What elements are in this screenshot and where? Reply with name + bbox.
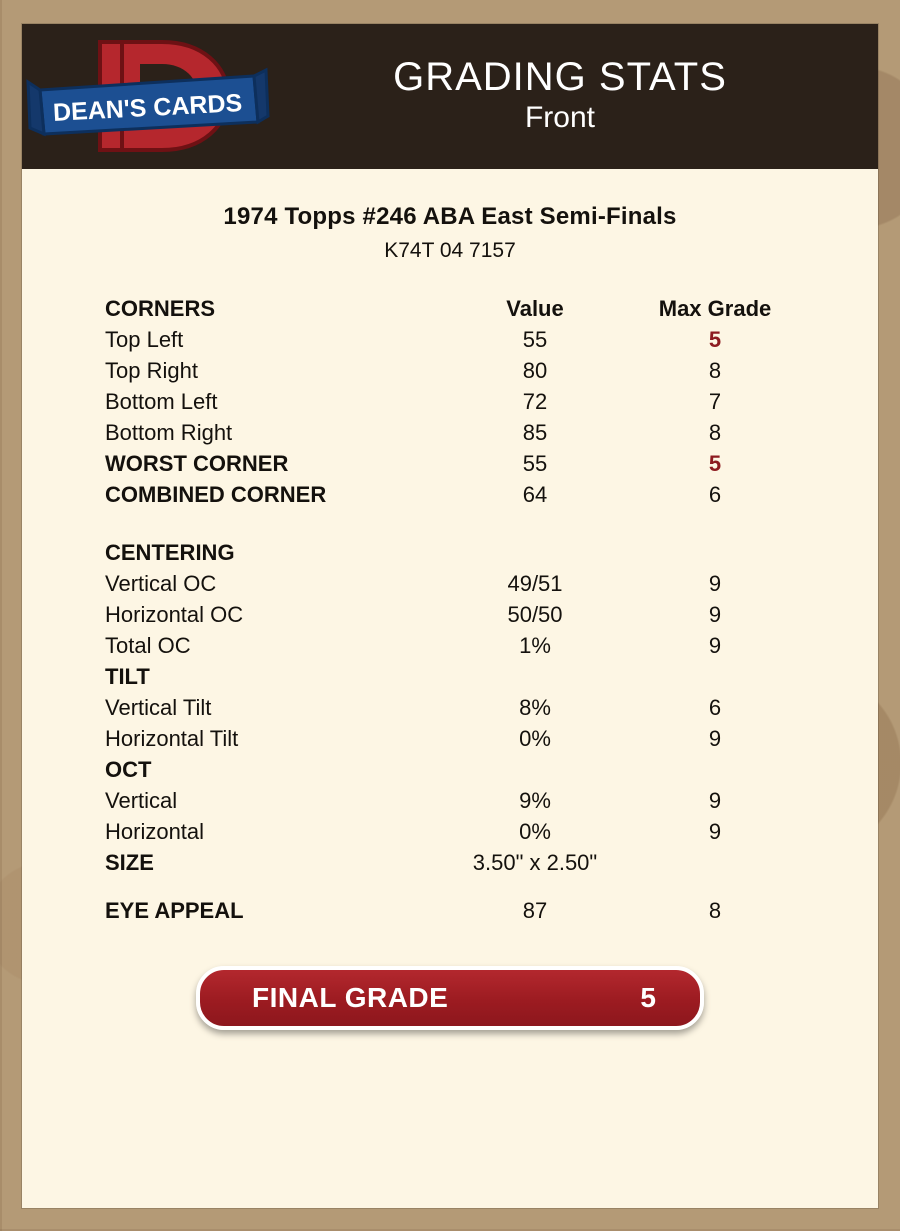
- final-grade-banner: [196, 966, 704, 1030]
- row-max-grade: [635, 537, 795, 568]
- svg-text:DEAN'S CARDS: DEAN'S CARDS: [52, 89, 243, 127]
- table-row: [105, 568, 795, 599]
- table-row: [105, 479, 795, 510]
- row-max-grade: 5: [708, 450, 722, 476]
- table-row: [105, 386, 795, 417]
- table-row: [105, 816, 795, 847]
- row-value: 87: [522, 897, 548, 923]
- row-max-grade: 9: [708, 601, 722, 627]
- table-row: [105, 599, 795, 630]
- table-row: [105, 355, 795, 386]
- row-label: EYE APPEAL: [105, 897, 244, 923]
- table-row: [105, 692, 795, 723]
- table-row: [105, 754, 795, 785]
- table-spacer: [105, 510, 795, 537]
- page-title: GRADING STATS: [393, 55, 727, 99]
- final-grade-label: FINAL GRADE: [252, 982, 449, 1013]
- row-value: 1%: [519, 632, 551, 658]
- row-label: Vertical: [105, 787, 178, 813]
- header-title-block: [272, 56, 878, 137]
- row-value: [435, 661, 635, 692]
- row-value: 3.50" x 2.50": [472, 849, 598, 875]
- row-max-grade: 9: [708, 570, 722, 596]
- final-grade-bar: [196, 966, 704, 1030]
- table-spacer: [105, 878, 795, 895]
- table-row: [105, 537, 795, 568]
- row-label: OCT: [105, 756, 152, 782]
- grading-report-sheet: [22, 24, 878, 1208]
- row-value: 0%: [519, 725, 551, 751]
- row-label: Horizontal OC: [105, 601, 244, 627]
- table-row: [105, 630, 795, 661]
- page-subtitle: Front: [524, 101, 596, 134]
- table-row: [105, 895, 795, 926]
- table-row: [105, 661, 795, 692]
- row-max-grade: 9: [708, 632, 722, 658]
- final-grade-value: 5: [640, 982, 656, 1013]
- row-label: TILT: [105, 663, 150, 689]
- row-max-grade: 5: [708, 326, 722, 352]
- row-value: 80: [522, 357, 548, 383]
- table-row: [105, 448, 795, 479]
- row-label: WORST CORNER: [105, 450, 289, 476]
- row-value: 9%: [519, 787, 551, 813]
- row-value: 55: [522, 326, 548, 352]
- row-label: Total OC: [105, 632, 191, 658]
- row-label: SIZE: [105, 849, 154, 875]
- report-body: [22, 169, 878, 1030]
- row-max-grade: 8: [708, 419, 722, 445]
- report-header: [22, 24, 878, 169]
- card-description: 1974 Topps #246 ABA East Semi-Finals: [223, 203, 677, 230]
- row-max-grade: 9: [708, 818, 722, 844]
- card-serial-number: K74T 04 7157: [384, 239, 516, 262]
- row-value: 0%: [519, 818, 551, 844]
- row-value: 8%: [519, 694, 551, 720]
- table-row: [105, 785, 795, 816]
- row-max-grade: 6: [708, 481, 722, 507]
- row-max-grade: 8: [708, 897, 722, 923]
- row-label: Top Right: [105, 357, 198, 383]
- row-label: Bottom Right: [105, 419, 233, 445]
- row-label: COMBINED CORNER: [105, 481, 327, 507]
- deans-cards-logo: [22, 24, 272, 169]
- row-label: Vertical Tilt: [105, 694, 212, 720]
- row-value: [435, 537, 635, 568]
- row-label: Horizontal Tilt: [105, 725, 239, 751]
- row-value: 50/50: [507, 601, 563, 627]
- row-value: 72: [522, 388, 548, 414]
- table-row: [105, 847, 795, 878]
- row-value: 64: [522, 481, 548, 507]
- row-label: CENTERING: [105, 539, 235, 565]
- row-max-grade: [635, 754, 795, 785]
- row-max-grade: [635, 847, 795, 878]
- column-header-value: Value: [506, 295, 564, 321]
- row-value: 49/51: [507, 570, 563, 596]
- row-max-grade: 7: [708, 388, 722, 414]
- table-row: [105, 417, 795, 448]
- stats-rows: [105, 324, 795, 926]
- row-max-grade: [635, 661, 795, 692]
- row-max-grade: 8: [708, 357, 722, 383]
- row-value: 55: [522, 450, 548, 476]
- row-value: 85: [522, 419, 548, 445]
- table-row: [105, 324, 795, 355]
- row-max-grade: 9: [708, 725, 722, 751]
- row-label: Top Left: [105, 326, 184, 352]
- grading-stats-table: [105, 293, 795, 926]
- row-value: [435, 754, 635, 785]
- row-label: Bottom Left: [105, 388, 218, 414]
- row-max-grade: 9: [708, 787, 722, 813]
- row-label: Horizontal: [105, 818, 205, 844]
- row-max-grade: 6: [708, 694, 722, 720]
- table-header-row: [105, 293, 795, 324]
- column-header-max-grade: Max Grade: [658, 295, 772, 321]
- row-label: Vertical OC: [105, 570, 217, 596]
- table-row: [105, 723, 795, 754]
- column-header-category: CORNERS: [105, 295, 216, 321]
